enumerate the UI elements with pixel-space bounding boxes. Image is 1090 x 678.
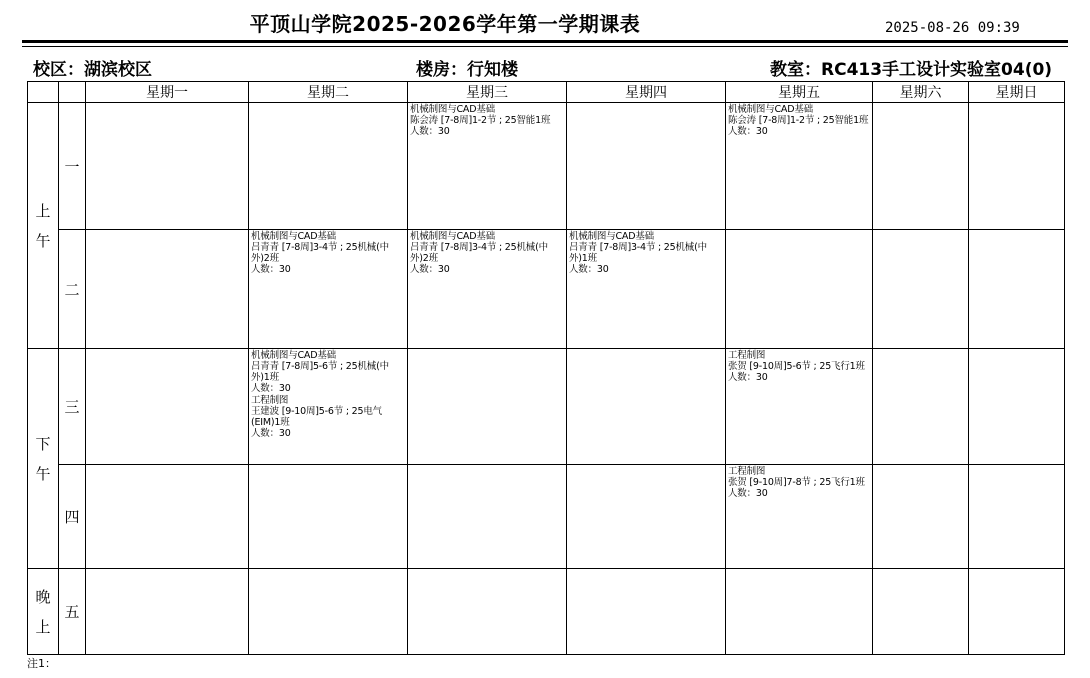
cell-thu-3: [567, 349, 726, 465]
slot-label-5: 五: [59, 569, 86, 655]
cell-sun-4: [969, 465, 1065, 569]
cell-wed-4: [408, 465, 567, 569]
corner-cell: [59, 82, 86, 103]
course-entry[interactable]: 机械制图与CAD基础 吕青青 [7-8周]5-6节 ; 25机械(中外)1班 人数：30: [251, 350, 389, 394]
page-title: 平顶山学院2025-2026学年第一学期课表: [249, 12, 641, 36]
cell-tue-1: [249, 103, 408, 230]
slot-row-1: [28, 103, 1065, 230]
cell-mon-2: [86, 230, 249, 349]
cell-thu-2: [567, 230, 726, 349]
day-header-fri: 星期五: [726, 82, 873, 103]
cell-fri-1: [726, 103, 873, 230]
room-label: 教室：RC413手工设计实验室04(0): [770, 60, 1053, 80]
slot-row-3: [28, 349, 1065, 465]
day-header-mon: 星期一: [86, 82, 249, 103]
period-evening: 晚 上: [28, 569, 59, 655]
course-entry[interactable]: 工程制图 张贺 [9-10周]5-6节 ; 25飞行1班 人数：30: [728, 350, 865, 383]
cell-sat-5: [873, 569, 969, 655]
slot-label-2: 二: [59, 230, 86, 349]
cell-wed-5: [408, 569, 567, 655]
day-header-sat: 星期六: [873, 82, 969, 103]
cell-sat-2: [873, 230, 969, 349]
course-entry[interactable]: 机械制图与CAD基础 吕青青 [7-8周]3-4节 ; 25机械(中外)1班 人数：30: [569, 231, 707, 275]
cell-thu-4: [567, 465, 726, 569]
print-timestamp: 2025-08-26 09:39: [885, 20, 1020, 36]
cell-tue-3: [249, 349, 408, 465]
cell-mon-5: [86, 569, 249, 655]
cell-mon-4: [86, 465, 249, 569]
course-entry[interactable]: 机械制图与CAD基础 陈会涛 [7-8周]1-2节 ; 25智能1班 人数：30: [728, 104, 869, 137]
slot-label-4: 四: [59, 465, 86, 569]
cell-fri-2: [726, 230, 873, 349]
cell-wed-1: [408, 103, 567, 230]
cell-thu-1: [567, 103, 726, 230]
day-header-row: [28, 82, 1065, 103]
campus-label: 校区：湖滨校区: [33, 60, 152, 80]
cell-sun-1: [969, 103, 1065, 230]
day-header-thu: 星期四: [567, 82, 726, 103]
timetable: [27, 81, 1065, 655]
slot-label-3: 三: [59, 349, 86, 465]
slot-label-1: 一: [59, 103, 86, 230]
header-divider-thick: [22, 40, 1068, 43]
slot-row-4: [28, 465, 1065, 569]
cell-tue-4: [249, 465, 408, 569]
slot-row-2: [28, 230, 1065, 349]
period-morning: 上 午: [28, 103, 59, 349]
cell-sun-5: [969, 569, 1065, 655]
cell-sat-3: [873, 349, 969, 465]
building-label: 楼房：行知楼: [416, 60, 518, 80]
cell-sat-1: [873, 103, 969, 230]
course-entry[interactable]: 机械制图与CAD基础 陈会涛 [7-8周]1-2节 ; 25智能1班 人数：30: [410, 104, 551, 137]
cell-thu-5: [567, 569, 726, 655]
cell-mon-1: [86, 103, 249, 230]
course-entry[interactable]: 工程制图 张贺 [9-10周]7-8节 ; 25飞行1班 人数：30: [728, 466, 865, 499]
corner-cell: [28, 82, 59, 103]
cell-wed-2: [408, 230, 567, 349]
cell-tue-5: [249, 569, 408, 655]
period-afternoon: 下 午: [28, 349, 59, 569]
cell-fri-3: [726, 349, 873, 465]
day-header-tue: 星期二: [249, 82, 408, 103]
day-header-wed: 星期三: [408, 82, 567, 103]
header-divider-thin: [22, 46, 1068, 47]
cell-fri-4: [726, 465, 873, 569]
course-entry[interactable]: 工程制图 王建波 [9-10周]5-6节 ; 25电气(EIM)1班 人数：30: [251, 395, 382, 439]
footnote: 注1：: [27, 657, 56, 670]
cell-sun-2: [969, 230, 1065, 349]
cell-fri-5: [726, 569, 873, 655]
course-entry[interactable]: 机械制图与CAD基础 吕青青 [7-8周]3-4节 ; 25机械(中外)2班 人数：30: [251, 231, 389, 275]
cell-wed-3: [408, 349, 567, 465]
day-header-sun: 星期日: [969, 82, 1065, 103]
cell-mon-3: [86, 349, 249, 465]
course-entry[interactable]: 机械制图与CAD基础 吕青青 [7-8周]3-4节 ; 25机械(中外)2班 人数：30: [410, 231, 548, 275]
cell-tue-2: [249, 230, 408, 349]
cell-sat-4: [873, 465, 969, 569]
cell-sun-3: [969, 349, 1065, 465]
slot-row-5: [28, 569, 1065, 655]
